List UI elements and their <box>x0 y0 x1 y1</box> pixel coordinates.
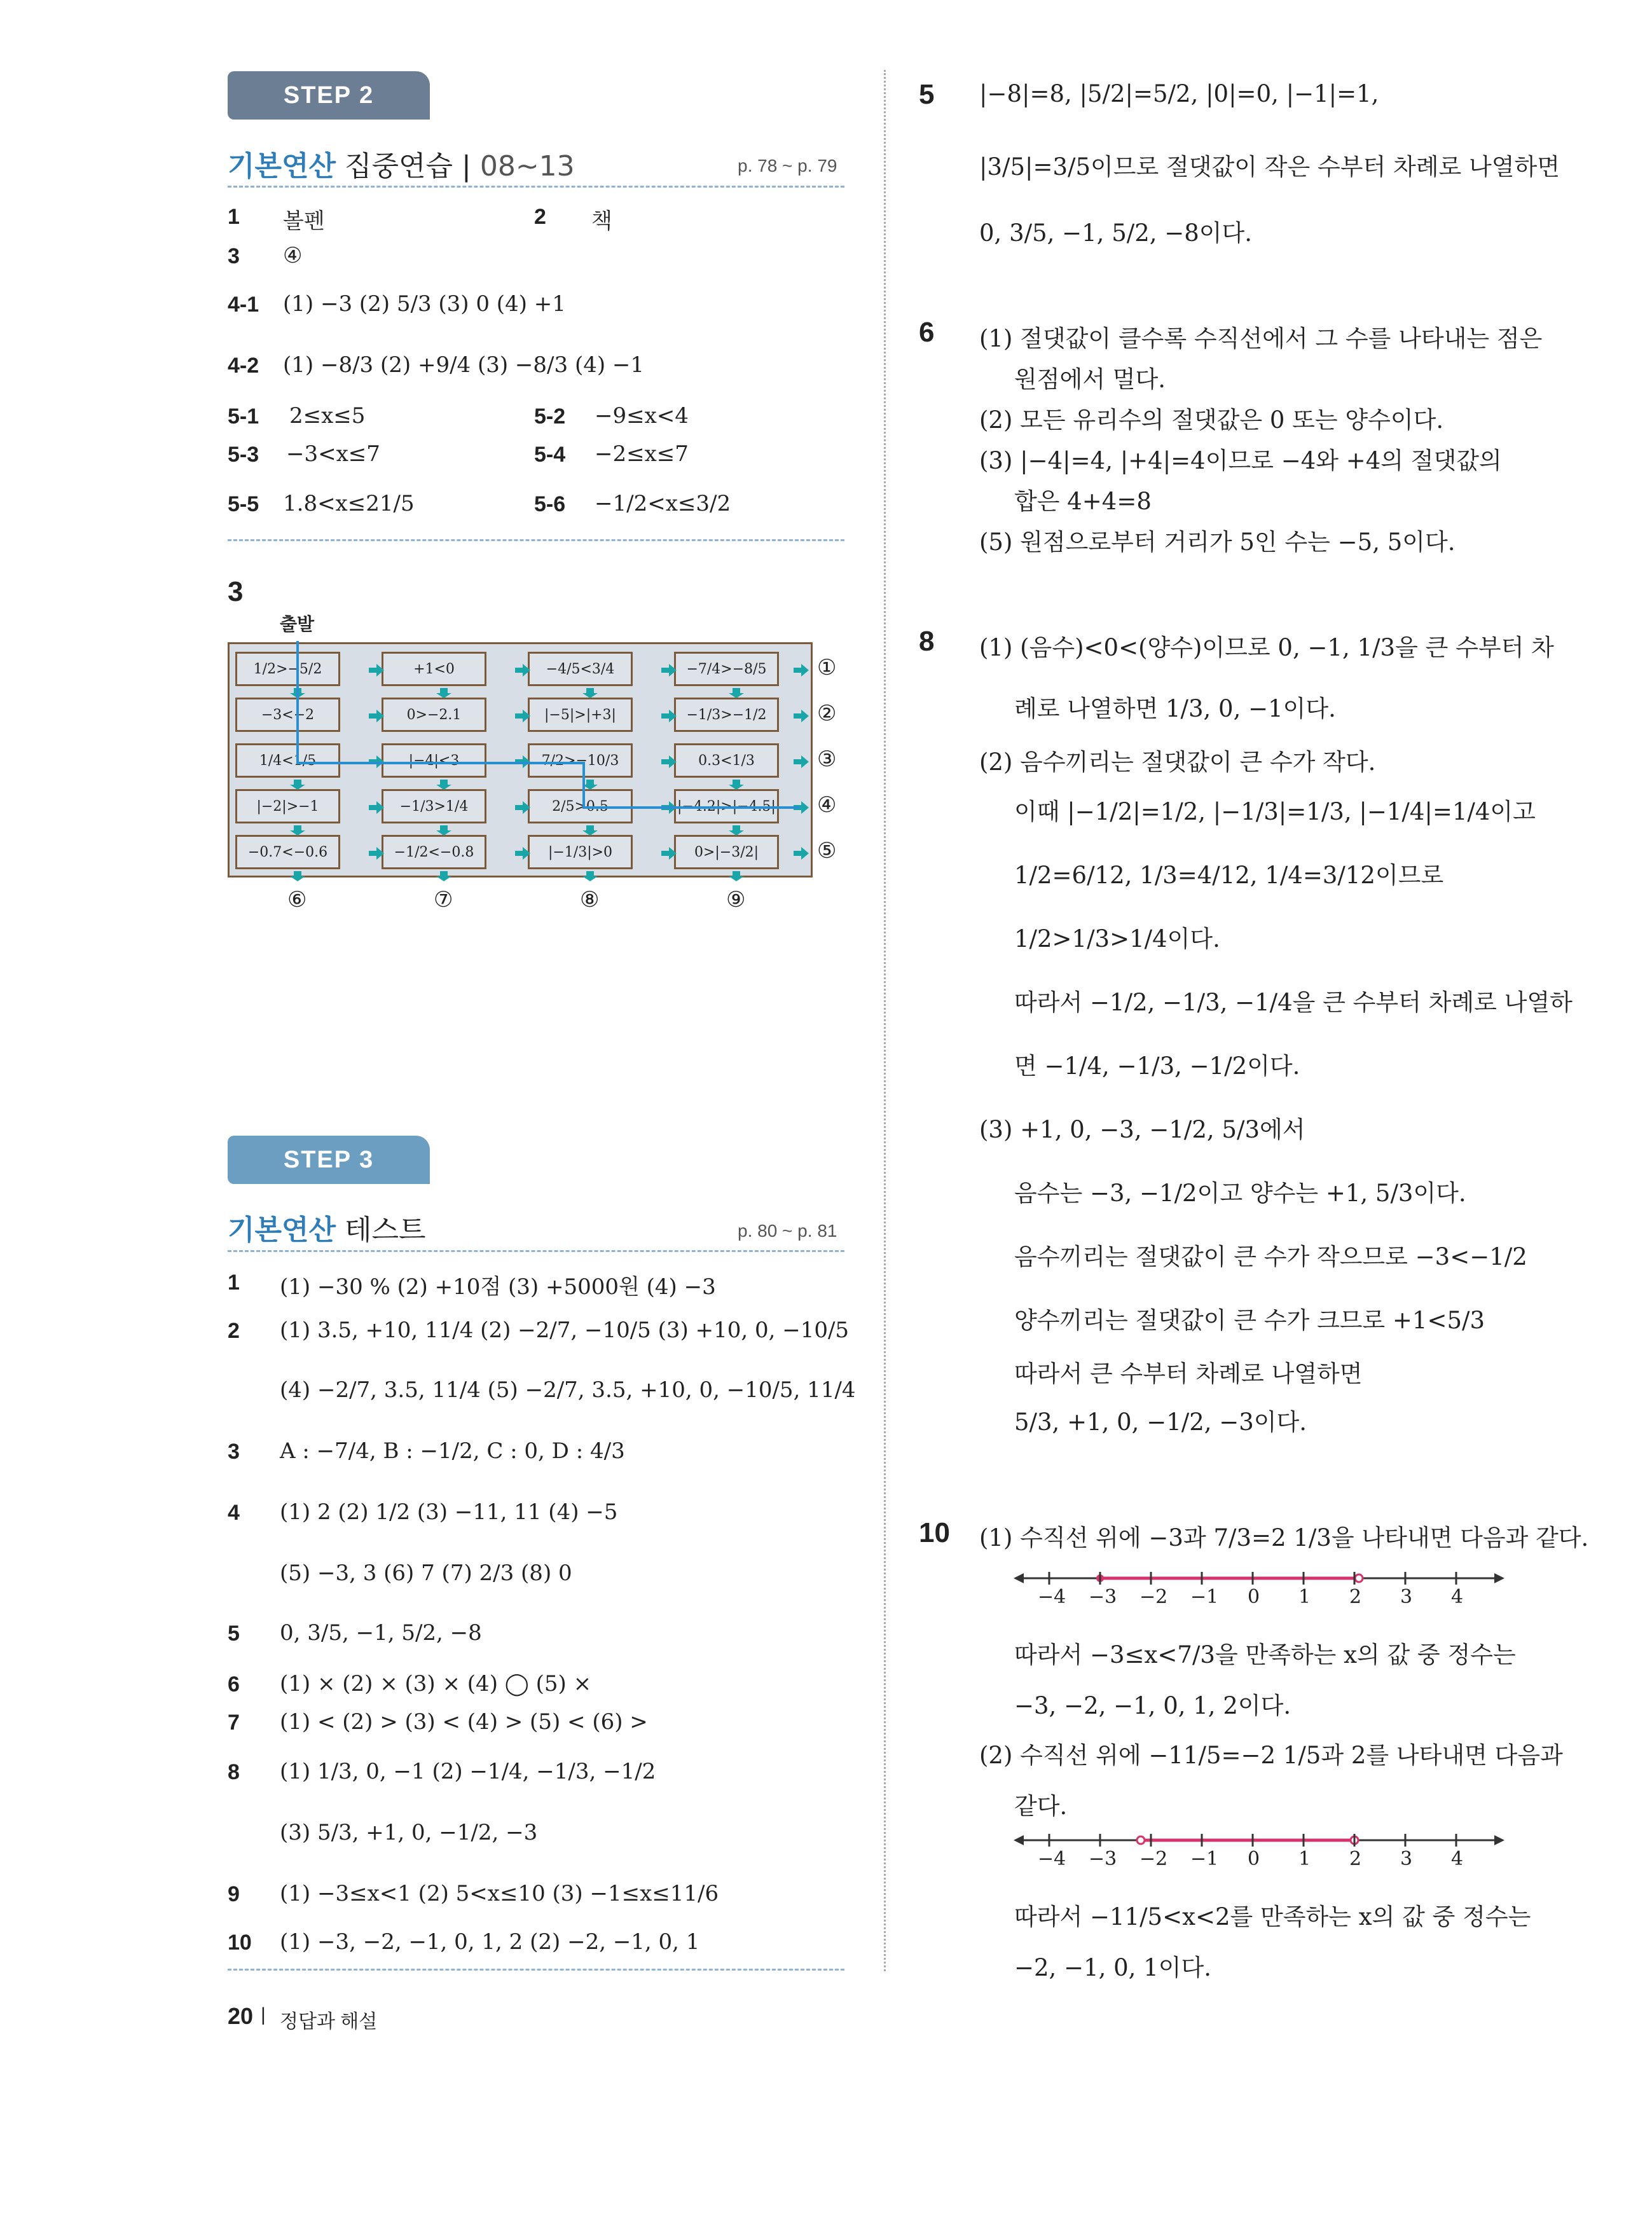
row-label: 8 <box>228 1760 240 1784</box>
maze-cell: −1/2<−0.8 <box>382 835 486 869</box>
maze-bottom-label: ⑦ <box>434 887 453 912</box>
problem-number: 6 <box>919 317 935 348</box>
explanation-line: (1) 수직선 위에 −3과 7/3=2 1/3을 나타내면 다음과 같다. <box>979 1524 1589 1552</box>
maze-cell: |−1/3|>0 <box>528 835 633 869</box>
row-label: 4-2 <box>228 354 259 378</box>
step3-title-blue: 기본연산 <box>228 1214 336 1246</box>
explanation-line: 1/2=6/12, 1/3=4/12, 1/4=3/12이므로 <box>1014 862 1444 889</box>
tick-label: −2 <box>1139 1848 1168 1870</box>
step3-title <box>228 1207 426 1248</box>
maze-cell: |−2|>−1 <box>235 789 340 823</box>
tick-label: 4 <box>1451 1848 1464 1870</box>
step2-title-rest: 집중연습 | <box>336 150 480 182</box>
problem-number: 5 <box>919 79 935 110</box>
answer: (1) 1/3, 0, −1 (2) −1/4, −1/3, −1/2 <box>280 1759 656 1784</box>
tick-label: 0 <box>1248 1848 1260 1870</box>
answer: A : −7/4, B : −1/2, C : 0, D : 4/3 <box>280 1438 625 1464</box>
explanation-line: 합은 4+4=8 <box>1014 488 1152 515</box>
explanation-line: (2) 모든 유리수의 절댓값은 0 또는 양수이다. <box>979 406 1444 434</box>
row-label: 5-3 <box>228 443 259 467</box>
row-label: 7 <box>228 1710 240 1735</box>
explanation-line: (5) 원점으로부터 거리가 5인 수는 −5, 5이다. <box>979 528 1456 556</box>
step3-title-rest: 테스트 <box>336 1214 426 1246</box>
explanation-line: |−8|=8, |5/2|=5/2, |0|=0, |−1|=1, <box>979 80 1379 107</box>
explanation-line: 례로 나열하면 1/3, 0, −1이다. <box>1014 695 1336 722</box>
maze-cell: −1/3>−1/2 <box>674 698 779 732</box>
row-label: 6 <box>228 1672 240 1697</box>
explanation-line: 같다. <box>1014 1793 1068 1820</box>
tick-label: 1 <box>1298 1848 1311 1870</box>
tick-label: 2 <box>1349 1586 1362 1608</box>
answer: (1) < (2) > (3) < (4) > (5) < (6) > <box>280 1709 648 1735</box>
row-label: 3 <box>228 1440 240 1464</box>
answer: (1) −3≤x<1 (2) 5<x≤10 (3) −1≤x≤11/6 <box>280 1881 719 1906</box>
column-divider <box>884 70 886 1971</box>
explanation-line: 1/2>1/3>1/4이다. <box>1014 925 1220 953</box>
explanation-line: −3, −2, −1, 0, 1, 2이다. <box>1014 1692 1291 1719</box>
tick-label: 3 <box>1400 1586 1413 1608</box>
row-label: 5-5 <box>228 492 259 516</box>
row-label: 5-4 <box>534 443 566 467</box>
maze-bottom-label: ⑧ <box>580 887 600 912</box>
maze-arrows <box>228 636 838 916</box>
step2-title-blue: 기본연산 <box>228 150 336 182</box>
answer: 2≤x≤5 <box>289 403 366 429</box>
maze-bottom-label: ⑥ <box>287 887 307 912</box>
maze-bottom-label: ⑨ <box>726 887 746 912</box>
answer: (1) × (2) × (3) × (4) ◯ (5) × <box>280 1671 592 1697</box>
answer: −9≤x<4 <box>595 403 689 429</box>
answer: (1) 2 (2) 1/2 (3) −11, 11 (4) −5 <box>280 1499 618 1525</box>
maze-cell: −4/5<3/4 <box>528 652 633 686</box>
maze-cell: −0.7<−0.6 <box>235 835 340 869</box>
tick-label: 3 <box>1400 1848 1413 1870</box>
maze-cell: 1/4<1/5 <box>235 743 340 778</box>
explanation-line: |3/5|=3/5이므로 절댓값이 작은 수부터 차례로 나열하면 <box>979 153 1560 181</box>
explanation-line: 면 −1/4, −1/3, −1/2이다. <box>1014 1052 1300 1080</box>
answer: (1) −8/3 (2) +9/4 (3) −8/3 (4) −1 <box>283 352 645 378</box>
maze-cell: 0.3<1/3 <box>674 743 779 778</box>
tick-label: −3 <box>1089 1586 1117 1608</box>
footer-title: 정답과 해설 <box>280 2011 378 2032</box>
tick-label: −1 <box>1190 1848 1219 1870</box>
row-label: 4 <box>228 1501 240 1525</box>
explanation-line: 이때 |−1/2|=1/2, |−1/3|=1/3, |−1/4|=1/4이고 <box>1014 798 1536 825</box>
explanation-line: 따라서 −1/2, −1/3, −1/4을 큰 수부터 차례로 나열하 <box>1014 989 1573 1016</box>
maze-cell: +1<0 <box>382 652 486 686</box>
tick-label: 2 <box>1349 1848 1362 1870</box>
explanation-line: 음수끼리는 절댓값이 큰 수가 작으므로 −3<−1/2 <box>1014 1243 1527 1270</box>
maze-right-label: ③ <box>817 747 837 772</box>
answer: (1) −30 % (2) +10점 (3) +5000원 (4) −3 <box>280 1274 716 1300</box>
row-label: 2 <box>228 1319 240 1343</box>
tick-label: −1 <box>1190 1586 1219 1608</box>
maze-right-label: ⑤ <box>817 838 837 864</box>
row-label: 9 <box>228 1882 240 1906</box>
divider <box>228 1250 844 1252</box>
explanation-line: 따라서 −3≤x<7/3을 만족하는 x의 값 중 정수는 <box>1014 1641 1516 1669</box>
row-label: 5-2 <box>534 404 566 429</box>
maze-cell: 2/5>0.5 <box>528 789 633 823</box>
answer: −2≤x≤7 <box>595 441 689 467</box>
answer: (4) −2/7, 3.5, 11/4 (5) −2/7, 3.5, +10, 0, −10/5, 11/4 <box>280 1377 856 1403</box>
maze-label: 3 <box>228 576 244 607</box>
maze-cell: 7/2>−10/3 <box>528 743 633 778</box>
maze-right-label: ④ <box>817 792 837 818</box>
explanation-line: −2, −1, 0, 1이다. <box>1014 1954 1211 1981</box>
explanation-line: 5/3, +1, 0, −1/2, −3이다. <box>1014 1408 1307 1436</box>
row-label: 1 <box>228 205 240 229</box>
maze-cell: −7/4>−8/5 <box>674 652 779 686</box>
row-label: 3 <box>228 244 240 268</box>
tick-label: −3 <box>1089 1848 1117 1870</box>
answer: 책 <box>591 209 612 234</box>
row-label: 5-6 <box>534 492 566 516</box>
problem-number: 8 <box>919 626 935 657</box>
explanation-line: (3) +1, 0, −3, −1/2, 5/3에서 <box>979 1116 1305 1143</box>
answer: −1/2<x≤3/2 <box>595 491 731 516</box>
divider <box>228 1969 844 1971</box>
row-label: 2 <box>534 205 546 229</box>
explanation-line: 음수는 −3, −1/2이고 양수는 +1, 5/3이다. <box>1014 1180 1466 1207</box>
tick-label: −4 <box>1038 1848 1066 1870</box>
answer: (1) −3, −2, −1, 0, 1, 2 (2) −2, −1, 0, 1 <box>280 1929 700 1955</box>
explanation-line: (2) 음수끼리는 절댓값이 큰 수가 작다. <box>979 748 1376 776</box>
row-label: 1 <box>228 1270 240 1295</box>
answer: ④ <box>283 243 303 268</box>
maze-cell: 1/2>−5/2 <box>235 652 340 686</box>
step2-title-num: 08~13 <box>479 150 575 182</box>
step3-pages: p. 80 ~ p. 81 <box>738 1221 837 1241</box>
tick-label: 4 <box>1451 1586 1464 1608</box>
maze-right-label: ② <box>817 701 837 726</box>
explanation-line: 따라서 −11/5<x<2를 만족하는 x의 값 중 정수는 <box>1014 1903 1531 1931</box>
maze-right-label: ① <box>817 655 837 680</box>
answer: 1.8<x≤21/5 <box>283 491 415 516</box>
maze-cell: |−4|<3 <box>382 743 486 778</box>
explanation-line: 따라서 큰 수부터 차례로 나열하면 <box>1014 1360 1363 1387</box>
maze-cell: −1/3>1/4 <box>382 789 486 823</box>
answer: (5) −3, 3 (6) 7 (7) 2/3 (8) 0 <box>280 1560 572 1586</box>
row-label: 4-1 <box>228 293 259 317</box>
step2-tab: STEP 2 <box>228 71 430 120</box>
tick-label: −2 <box>1139 1586 1168 1608</box>
explanation-line: 0, 3/5, −1, 5/2, −8이다. <box>979 219 1253 247</box>
maze-cell: |−5|>|+3| <box>528 698 633 732</box>
answer: (3) 5/3, +1, 0, −1/2, −3 <box>280 1820 538 1845</box>
explanation-line: (2) 수직선 위에 −11/5=−2 1/5과 2를 나타내면 다음과 <box>979 1742 1563 1769</box>
maze-cell: 0>|−3/2| <box>674 835 779 869</box>
answer: (1) −3 (2) 5/3 (3) 0 (4) +1 <box>283 291 566 317</box>
explanation-line: 원점에서 멀다. <box>1014 366 1166 393</box>
answer: (1) 3.5, +10, 11/4 (2) −2/7, −10/5 (3) +10, 0, −10/5 <box>280 1318 850 1343</box>
answer: −3<x≤7 <box>286 441 380 467</box>
step2-title <box>228 143 575 184</box>
answer: 0, 3/5, −1, 5/2, −8 <box>280 1620 482 1646</box>
tick-label: 1 <box>1298 1586 1311 1608</box>
footer-separator: | <box>261 2004 266 2025</box>
step3-tab: STEP 3 <box>228 1136 430 1184</box>
row-label: 5 <box>228 1621 240 1646</box>
page-number: 20 <box>228 2003 254 2029</box>
maze-cell: |−4.2|>|−4.5| <box>674 789 779 823</box>
maze-start: 출발 <box>280 614 315 635</box>
problem-number: 10 <box>919 1517 950 1548</box>
maze-cell: −3<−2 <box>235 698 340 732</box>
tick-label: −4 <box>1038 1586 1066 1608</box>
answer: 볼펜 <box>283 209 325 234</box>
step2-pages: p. 78 ~ p. 79 <box>738 156 837 176</box>
explanation-line: (3) |−4|=4, |+4|=4이므로 −4와 +4의 절댓값의 <box>979 447 1502 474</box>
divider <box>228 186 844 188</box>
row-label: 5-1 <box>228 404 259 429</box>
maze-cell: 0>−2.1 <box>382 698 486 732</box>
explanation-line: (1) (음수)<0<(양수)이므로 0, −1, 1/3을 큰 수부터 차 <box>979 634 1554 661</box>
explanation-line: 양수끼리는 절댓값이 큰 수가 크므로 +1<5/3 <box>1014 1307 1485 1334</box>
explanation-line: (1) 절댓값이 클수록 수직선에서 그 수를 나타내는 점은 <box>979 325 1543 352</box>
tick-label: 0 <box>1248 1586 1260 1608</box>
row-label: 10 <box>228 1931 252 1955</box>
divider <box>228 539 844 541</box>
